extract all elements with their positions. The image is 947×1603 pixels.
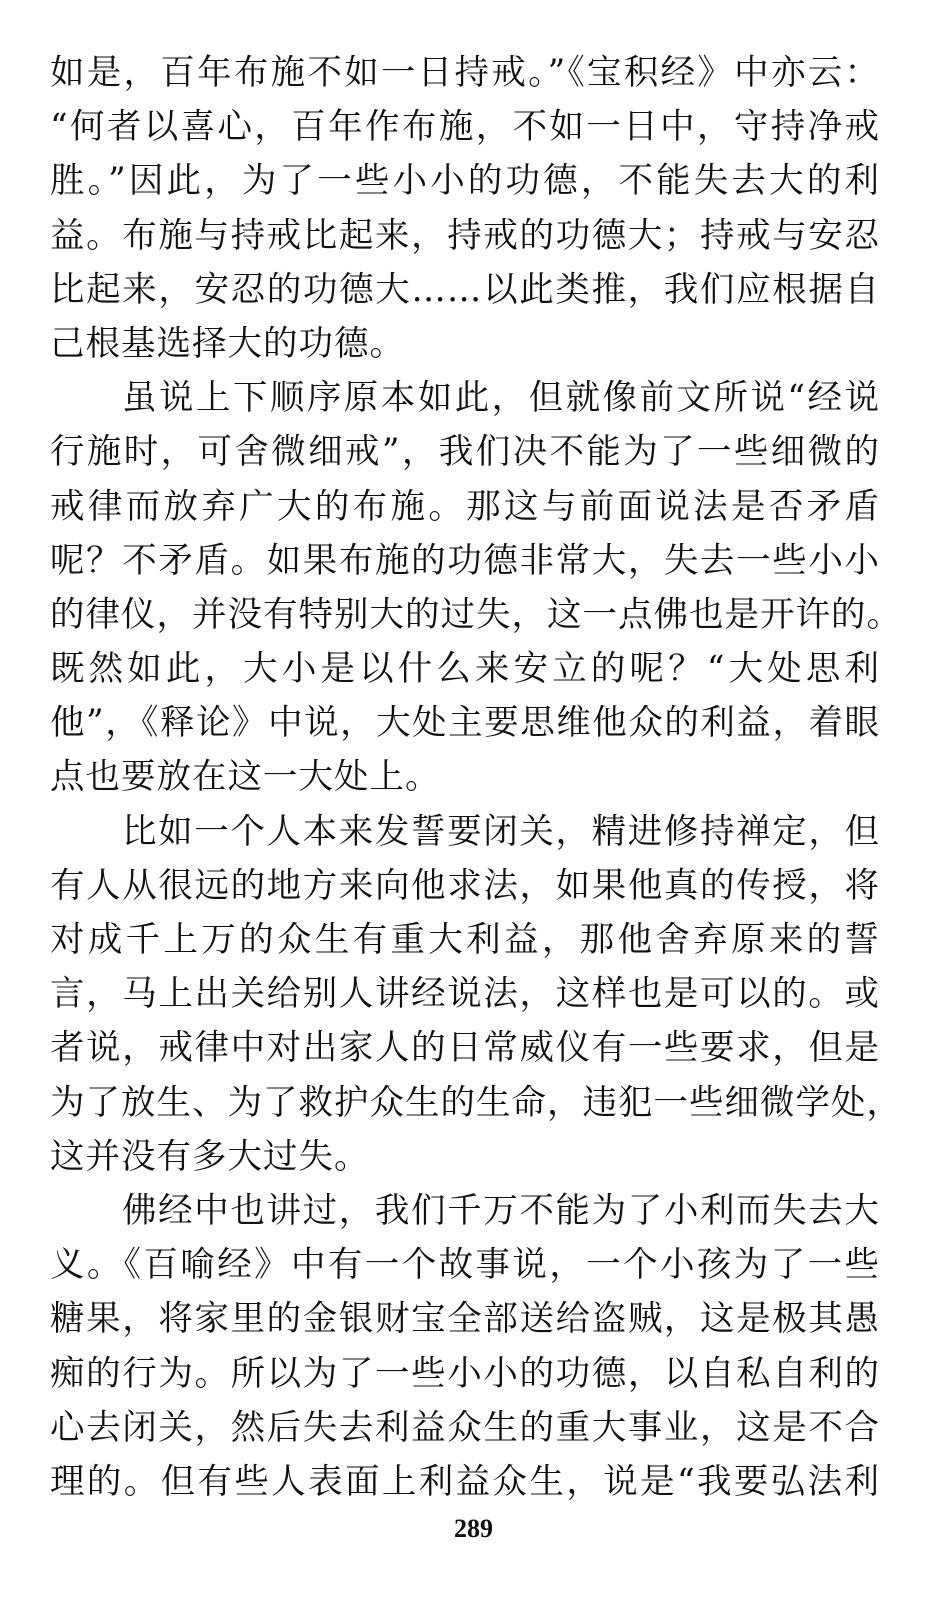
text-line: 对成千上万的众生有重大利益，那他舍弃原来的誓 [50, 920, 880, 960]
text-line: 佛经中也讲过，我们千万不能为了小利而失去大 [122, 1190, 880, 1231]
text-line: 既然如此，大小是以什么来安立的呢？“大处思利 [50, 649, 880, 690]
text-line: 言，马上出关给别人讲经说法，这样也是可以的。或 [50, 974, 880, 1015]
text-line: 胜。”因此，为了一些小小的功德，不能失去大的利 [50, 161, 880, 202]
text-line: 点也要放在这一大处上。 [50, 757, 441, 798]
text-line: 如是，百年布施不如一日持戒。”《宝积经》中亦云： [50, 53, 880, 93]
paragraph [50, 1184, 880, 1509]
paragraph [50, 46, 880, 371]
text-line: 己根基选择大的功德。 [50, 323, 405, 364]
text-line: 益。布施与持戒比起来，持戒的功德大；持戒与安忍 [50, 215, 880, 256]
text-line: 痴的行为。所以为了一些小小的功德，以自私自利的 [50, 1353, 880, 1394]
paragraph [50, 805, 902, 1184]
page-number: 289 [454, 1514, 493, 1543]
text-line: 比如一个人本来发誓要闭关，精进修持禅定，但 [122, 811, 880, 852]
text-line: 理的。但有些人表面上利益众生，说是“我要弘法利 [50, 1461, 880, 1502]
text-line: 糖果，将家里的金银财宝全部送给盗贼，这是极其愚 [50, 1299, 880, 1340]
text-line: 行施时，可舍微细戒”，我们决不能为了一些细微的 [50, 432, 880, 473]
text-line: 义。《百喻经》中有一个故事说，一个小孩为了一些 [50, 1245, 880, 1286]
paragraph [50, 371, 902, 805]
text-line: 他”，《释论》中说，大处主要思维他众的利益，着眼 [50, 703, 880, 744]
text-line: 这并没有多大过失。 [50, 1136, 370, 1177]
text-line: “何者以喜心，百年作布施，不如一日中，守持净戒 [50, 107, 880, 148]
text-line: 为了放生、为了救护众生的生命，违犯一些细微学处， [50, 1082, 902, 1123]
text-line: 戒律而放弃广大的布施。那这与前面说法是否矛盾 [50, 486, 880, 527]
text-line: 虽说上下顺序原本如此，但就像前文所说“经说 [122, 378, 880, 419]
text-line: 的律仪，并没有特别大的过失，这一点佛也是开许的。 [50, 594, 902, 635]
text-line: 呢？不矛盾。如果布施的功德非常大，失去一些小小 [50, 540, 880, 581]
text-line: 比起来，安忍的功德大……以此类推，我们应根据自 [50, 269, 880, 310]
text-line: 心去闭关，然后失去利益众生的重大事业，这是不合 [50, 1407, 880, 1448]
body-text [50, 46, 902, 1509]
text-line: 者说，戒律中对出家人的日常威仪有一些要求，但是 [50, 1028, 880, 1069]
text-line: 有人从很远的地方来向他求法，如果他真的传授，将 [50, 865, 880, 906]
